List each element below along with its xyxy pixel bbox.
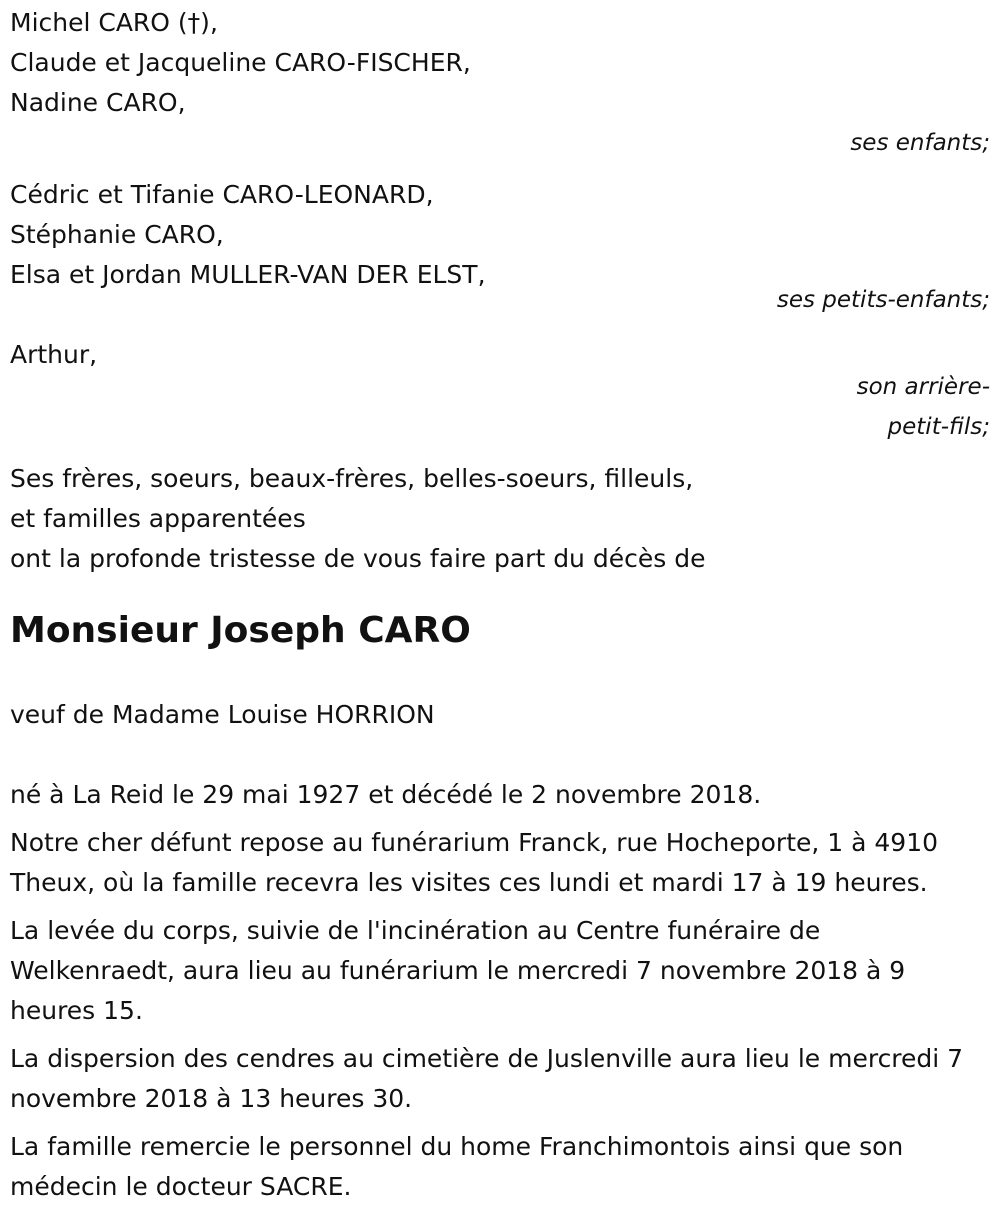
child-name-line: Claude et Jacqueline CARO-FISCHER, [10,48,471,77]
family-intro-line: et familles apparentées [10,504,306,533]
great-grandchild-name-line: Arthur, [10,340,98,369]
grandchildren-group [10,175,990,320]
great-grandchild-group [10,335,990,447]
family-intro-line: Ses frères, soeurs, beaux-frères, belles-soeurs, filleuls, [10,464,694,493]
children-role-label: ses enfants; [850,130,990,156]
grandchild-name-line: Cédric et Tifanie CARO-LEONARD, [10,180,434,209]
grandchildren-role-label: ses petits-enfants; [776,287,990,313]
grandchild-name-line: Elsa et Jordan MULLER-VAN DER ELST, [10,260,486,289]
spouse-line: veuf de Madame Louise HORRION [10,700,435,729]
cremation-paragraph: La levée du corps, suivie de l'incinération au Centre funéraire de Welkenraedt, aura lieu au funérarium le mercredi 7 novembre 2018 à 9 heures 15. [10,916,906,1025]
great-grandchild-role-label-1: son arrière- [856,374,990,400]
grandchild-name-line: Stéphanie CARO, [10,220,224,249]
birth-death-paragraph: né à La Reid le 29 mai 1927 et décédé le 2 novembre 2018. [10,780,762,809]
great-grandchild-role-label-2: petit-fils; [887,414,990,440]
family-intro-line: ont la profonde tristesse de vous faire part du décès de [10,544,706,573]
children-group [10,3,990,163]
child-name-line: Nadine CARO, [10,88,186,117]
child-name-line: Michel CARO (†), [10,8,218,37]
family-intro-group [10,459,990,579]
ash-dispersion-paragraph: La dispersion des cendres au cimetière de Juslenville aura lieu le mercredi 7 novembre 2018 à 13 heures 30. [10,1044,964,1113]
obituary-notice [10,0,990,1207]
thanks-paragraph: La famille remercie le personnel du home Franchimontois ainsi que son médecin le docteur SACRE. [10,1132,904,1201]
deceased-name-title: Monsieur Joseph CARO [10,610,471,651]
funeral-home-paragraph: Notre cher défunt repose au funérarium Franck, rue Hocheporte, 1 à 4910 Theux, où la famille recevra les visites ces lundi et mardi 17 à 19 heures. [10,828,939,897]
